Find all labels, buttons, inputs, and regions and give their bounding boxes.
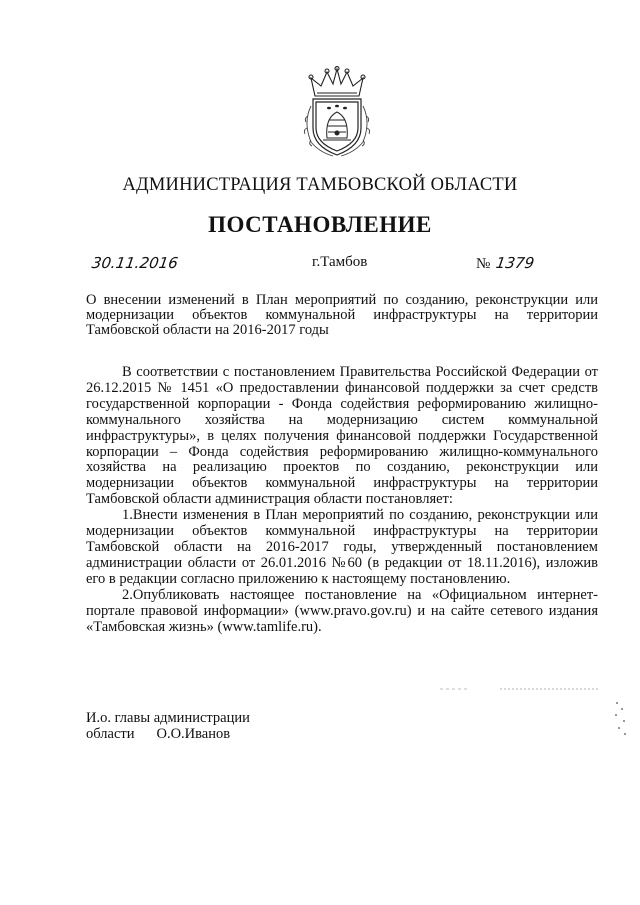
organization-title: АДМИНИСТРАЦИЯ ТАМБОВСКОЙ ОБЛАСТИ [122,175,518,195]
body-preamble: В соответствии с постановлением Правительства Российской Федерации от 26.12.2015 № 1451 «О предоставлении финансовой поддержки за счет средств государственной корпорации - Фонда содействия реформированию жилищно-коммунального хозяйства на модернизацию систем коммунальной инфраструктуры», в целях получения финансовой поддержки Государственной корпорации – Фонда содействия реформированию жилищно-коммунального хозяйства на реализацию проектов по созданию, реконструкции или модернизации объектов коммунальной инфраструктуры на территории Тамбовской области администрация области постановляет: [86,364,598,508]
scan-margin-mark [612,700,632,740]
document-subject: О внесении изменений в План мероприятий по созданию, реконструкции или модернизации объектов коммунальной инфраструктуры на территории Тамбовской области на 2016-2017 годы [86,292,598,338]
document-date: 30.11.2016 [90,254,180,272]
body-item-1: 1.Внести изменения в План мероприятий по созданию, реконструкции или модернизации объектов коммунальной инфраструктуры на территории Тамбовской области на 2016-2017 годы, утвержденный постановлением администрации области от 26.01.2016 №60 (в редакции от 18.11.2016), изложив его в редакции согласно приложению к настоящему постановлению. [86,507,598,587]
document-city: г.Тамбов [312,254,368,270]
body-item-2: 2.Опубликовать настоящее постановление на «Официальном интернет-портале правовой информации» (www.pravo.gov.ru) и на сайте сетевого издания «Тамбовская жизнь» (www.tamlife.ru). [86,586,598,635]
document-type-heading: ПОСТАНОВЛЕНИЕ [208,212,432,237]
signatory-line2 [86,726,250,742]
document-body [86,365,598,635]
signatory-name: О.О.Иванов [156,726,231,742]
signatory-position-line2: области [86,726,135,742]
tambov-coat-of-arms-icon [297,66,377,158]
number-prefix: № [476,256,491,272]
signatory-position-line1: И.о. главы администрации [86,710,250,726]
signature-block [86,710,250,742]
number-value: 1379 [495,254,536,272]
scan-artifact-lines [440,687,600,691]
document-number [476,254,535,273]
